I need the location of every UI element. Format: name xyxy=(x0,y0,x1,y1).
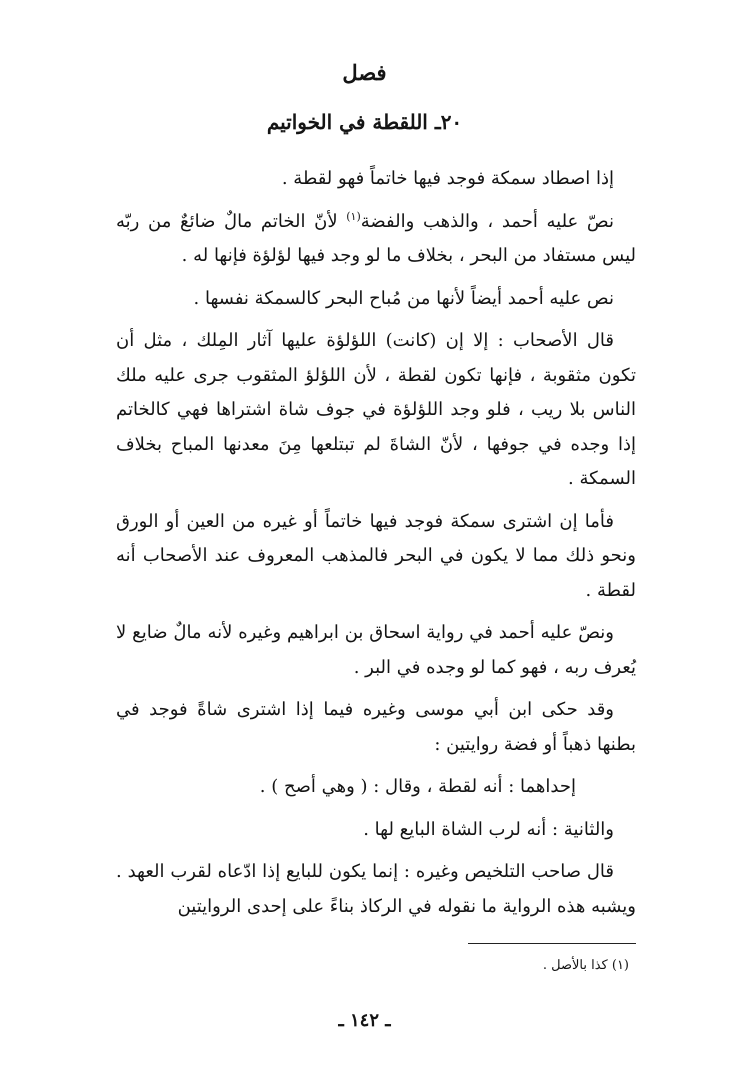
section-label: فصل xyxy=(342,60,387,85)
paragraph: قال صاحب التلخيص وغيره : إنما يكون للبايع إذا ادّعاه لقرب العهد . ويشبه هذه الرواية ما نقوله في الركاذ بناءً على إحدى الروايتين xyxy=(116,861,636,917)
paragraph: ونصّ عليه أحمد في رواية اسحاق بن ابراهيم وغيره لأنه مالٌ ضايع لا يُعرف ربه ، فهو كما لو وجده في البر . xyxy=(116,622,636,678)
page-number: ـ ١٤٢ ـ xyxy=(338,1010,391,1031)
paragraph: وقد حكى ابن أبي موسى وغيره فيما إذا اشترى شاةً فوجد في بطنها ذهباً أو فضة روايتين : xyxy=(116,699,636,755)
paragraph: إحداهما : أنه لقطة ، وقال : ( وهي أصح ) . xyxy=(259,776,576,797)
paragraph-text: لأنّ الخاتم مالٌ ضائعٌ من ربّه ليس مستفاد من البحر ، بخلاف ما لو وجد فيها لؤلؤة فإنها له . xyxy=(116,210,636,266)
paragraph: إذا اصطاد سمكة فوجد فيها خاتماً فهو لقطة . xyxy=(281,168,614,189)
paragraph: فأما إن اشترى سمكة فوجد فيها خاتماً أو غيره من العين أو الورق ونحو ذلك مما لا يكون في البحر فالمذهب المعروف عند الأصحاب أنه لقطة . xyxy=(116,510,636,601)
paragraph: والثانية : أنه لرب الشاة البايع لها . xyxy=(363,818,614,840)
paragraph xyxy=(116,205,636,274)
footnote-reference: (١) xyxy=(346,209,361,223)
chapter-title: ٢٠ـ اللقطة في الخواتيم xyxy=(266,110,463,134)
footnote: (١) كذا بالأصل . xyxy=(542,958,629,973)
footnote-divider xyxy=(468,943,636,944)
paragraph-text: نصّ عليه أحمد ، والذهب والفضة xyxy=(360,210,614,232)
body-text xyxy=(116,162,636,932)
paragraph: نص عليه أحمد أيضاً لأنها من مُباح البحر كالسمكة نفسها . xyxy=(193,287,614,309)
paragraph: قال الأصحاب : إلا إن (كانت) اللؤلؤة عليها آثار المِلك ، مثل أن تكون مثقوبة ، فإنها تكون لقطة ، لأن اللؤلؤ المثقوب جرى عليه ملك الناس بلا ريب ، فلو وجد اللؤلؤة في جوف شاة اشتراها فهي كالخاتم إذا وجده في جوفها ، لأنّ الشاةَ لم تبتلعها مِنَ معدنها المباح بخلاف السمكة . xyxy=(116,330,636,489)
